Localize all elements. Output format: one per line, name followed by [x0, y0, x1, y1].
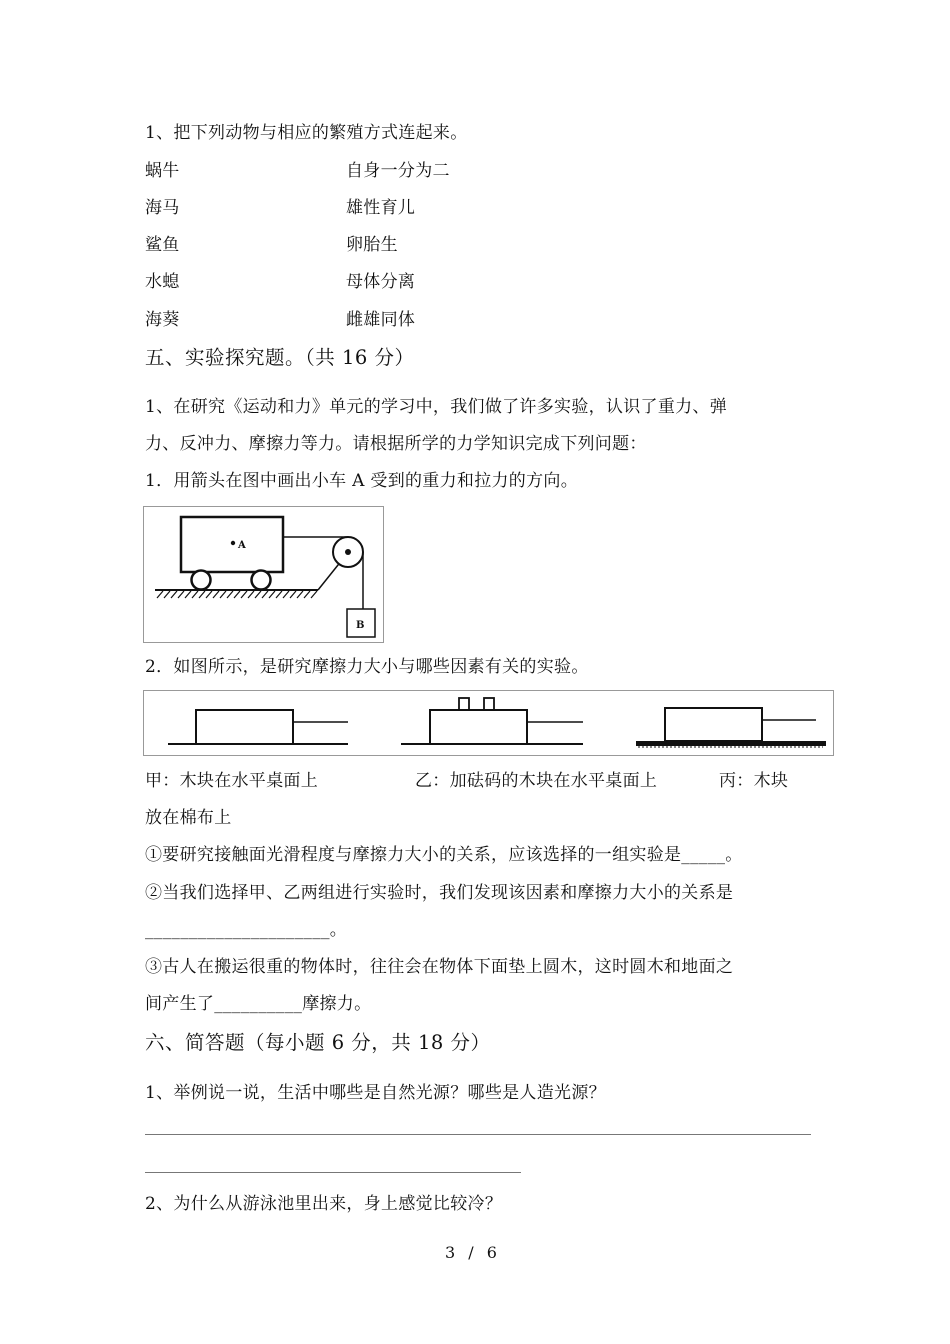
section6-heading: 六、简答题（每小题 6 分，共 18 分） — [145, 1031, 491, 1054]
match-animal: 水螅 — [145, 272, 180, 292]
match-animal: 蜗牛 — [145, 161, 180, 181]
question-c-line1: ③古人在搬运很重的物体时，往往会在物体下面垫上圆木，这时圆木和地面之 — [145, 957, 734, 977]
question-c-line2: 间产生了__________摩擦力。 — [145, 994, 372, 1014]
match-prompt: 1、把下列动物与相应的繁殖方式连起来。 — [145, 123, 468, 143]
caption-bing-continued: 放在棉布上 — [145, 808, 232, 828]
question-b: ②当我们选择甲、乙两组进行实验时，我们发现该因素和摩擦力大小的关系是 — [145, 883, 734, 903]
question-b-blank: _____________________。 — [145, 920, 348, 940]
block-label-b: B — [356, 620, 365, 631]
match-method: 雄性育儿 — [346, 198, 416, 218]
match-method: 雌雄同体 — [346, 310, 416, 330]
section6-question-2: 2、为什么从游泳池里出来，身上感觉比较冷？ — [145, 1194, 503, 1214]
question-a: ①要研究接触面光滑程度与摩擦力大小的关系，应该选择的一组实验是_____。 — [145, 845, 743, 865]
sub-question-1: 1．用箭头在图中画出小车 A 受到的重力和拉力的方向。 — [145, 471, 578, 491]
page-number: 3 / 6 — [445, 1243, 501, 1262]
match-animal: 鲨鱼 — [145, 235, 180, 255]
match-method: 自身一分为二 — [346, 161, 450, 181]
caption-bing: 丙：木块 — [719, 771, 789, 791]
answer-line — [145, 1134, 811, 1135]
section5-intro-2: 力、反冲力、摩擦力等力。请根据所学的力学知识完成下列问题： — [145, 434, 647, 454]
answer-line — [145, 1172, 521, 1173]
section5-intro-1: 1、在研究《运动和力》单元的学习中，我们做了许多实验，认识了重力、弹 — [145, 397, 728, 417]
match-animal: 海葵 — [145, 310, 180, 330]
caption-jia: 甲：木块在水平桌面上 — [145, 771, 318, 791]
cart-label-a: A — [238, 540, 246, 551]
match-method: 卵胎生 — [346, 235, 398, 255]
match-method: 母体分离 — [346, 272, 416, 292]
section5-heading: 五、实验探究题。（共 16 分） — [145, 346, 415, 369]
friction-figure — [143, 690, 835, 757]
match-animal: 海马 — [145, 198, 180, 218]
cart-pulley-figure — [143, 506, 385, 644]
section6-question-1: 1、举例说一说，生活中哪些是自然光源？哪些是人造光源？ — [145, 1083, 606, 1103]
sub-question-2: 2．如图所示，是研究摩擦力大小与哪些因素有关的实验。 — [145, 657, 589, 677]
caption-yi: 乙：加砝码的木块在水平桌面上 — [415, 771, 658, 791]
